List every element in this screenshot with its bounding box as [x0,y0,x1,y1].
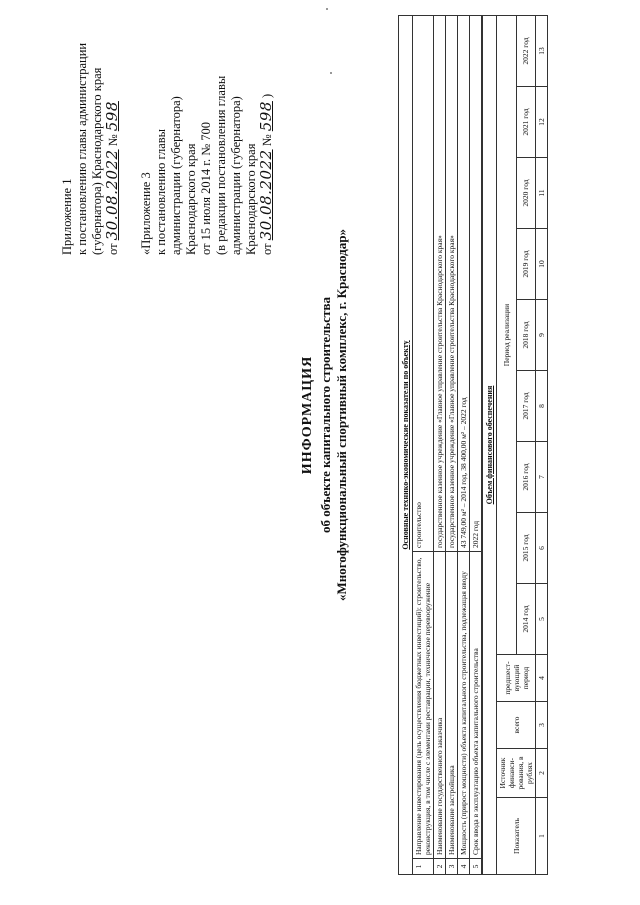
annex-line: Приложение 1 [60,178,74,255]
handwritten-date: 30.08.2022 [257,149,275,241]
col-indicator: Показатель [497,798,536,875]
scan-speck [326,8,328,10]
col-year: 2019 год [516,229,536,300]
col-number: 11 [536,158,548,229]
row-label: Наименование государственного заказчика [434,552,446,859]
col-number: 13 [536,16,548,87]
col-year: 2015 год [516,513,536,584]
col-number: 3 [536,702,548,749]
row-number: 1 [413,859,434,875]
table-row [470,16,482,875]
col-number: 6 [536,513,548,584]
col-total: всего [497,702,536,749]
row-number: 3 [446,859,458,875]
column-number-row [536,16,548,875]
handwritten-number: 598 [103,101,121,132]
financing-table [482,15,548,875]
col-year: 2021 год [516,87,536,158]
annex-line: (губернатора) Краснодарского края [90,67,104,255]
annex-block [60,15,275,255]
closing-paren: ) [260,93,274,98]
col-year: 2018 год [516,300,536,371]
handwritten-number: 598 [257,101,275,132]
annex3-line: «Приложение 3 [139,172,153,255]
row-label: Срок ввода в эксплуатацию объекта капитального строительства [470,552,482,859]
col-prev-period: предшест-вующий период [497,655,536,702]
table-row [413,16,434,875]
col-number: 5 [536,584,548,655]
row-value: строительство [413,16,434,552]
object-name: «Многофункциональный спортивный комплекс, г. Краснодар» [334,229,349,601]
date-prefix: от [106,243,120,255]
date-prefix: от [260,243,274,255]
tables-container [398,15,548,875]
annex3-line: Краснодарского края [244,143,258,255]
main-table-header: Основные технико-экономические показатели по объекту [399,16,413,875]
annex3-line: (в редакции постановления главы [214,75,228,255]
col-number: 1 [536,798,548,875]
col-number: 7 [536,442,548,513]
col-year: 2017 год [516,371,536,442]
financing-table-header: Объем финансового обеспечения [483,16,497,875]
document-subtitle: об объекте капитального строительства [318,297,333,533]
annex3-line: Краснодарского края [184,143,198,255]
main-indicators-table [398,15,482,875]
row-number: 4 [458,859,470,875]
annex3-line: к постановлению главы [154,128,168,255]
annex3-line: от 15 июля 2014 г. № 700 [199,121,213,255]
col-year: 2022 год [516,16,536,87]
row-number: 2 [434,859,446,875]
row-label: Направление инвестирования (цель осуществления бюджетных инвестиций): строительство, реконструкция, в том числе с элементами реставрации, техническое перевооружение [413,552,434,859]
row-value: государственное казенное учреждение «Главное управление строительства Краснодарского края» [434,16,446,552]
col-year: 2020 год [516,158,536,229]
row-number: 5 [470,859,482,875]
col-number: 8 [536,371,548,442]
scan-speck [330,72,332,74]
col-year: 2016 год [516,442,536,513]
number-prefix: № [106,134,120,147]
col-period-header: Период реализации [497,16,517,655]
number-prefix: № [260,134,274,147]
table-row [434,16,446,875]
col-number: 12 [536,87,548,158]
document-title: ИНФОРМАЦИЯ [300,355,315,475]
row-label: Наименование застройщика [446,552,458,859]
col-number: 10 [536,229,548,300]
annex-date-line [105,15,121,255]
annex3-date-line [259,15,275,255]
annex3-line: администрации (губернатора) [169,96,183,255]
col-year: 2014 год [516,584,536,655]
row-value: государственное казенное учреждение «Главное управление строительства Краснодарского края» [446,16,458,552]
handwritten-date: 30.08.2022 [103,149,121,241]
col-number: 2 [536,749,548,798]
annex-line: к постановлению главы администрации [75,42,89,255]
col-source: Источник финанси-рования, в рублях [497,749,536,798]
row-value: 43 749,00 м² – 2014 год, 38 400,00 м² – 2022 год [458,16,470,552]
col-number: 4 [536,655,548,702]
table-row [458,16,470,875]
row-label: Мощность (прирост мощности) объекта капитального строительства, подлежащая вводу [458,552,470,859]
col-number: 9 [536,300,548,371]
annex3-line: администрации (губернатора) [229,96,243,255]
table-row [446,16,458,875]
row-value: 2022 год [470,16,482,552]
